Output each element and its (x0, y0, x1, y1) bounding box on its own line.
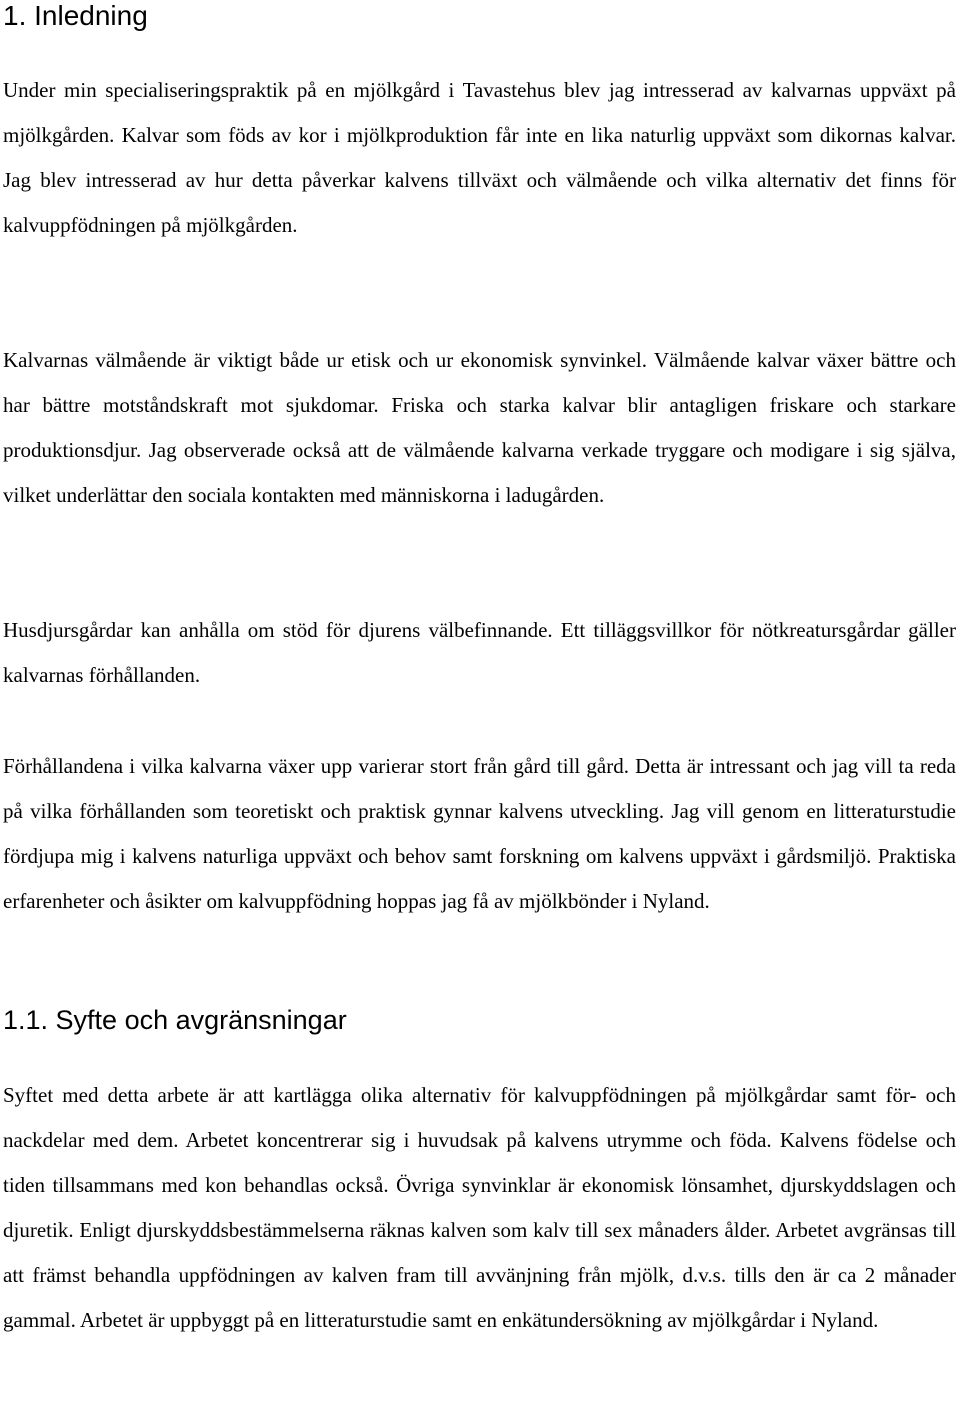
section-heading-syfte: 1.1. Syfte och avgränsningar (3, 1005, 347, 1035)
section-heading-inledning: 1. Inledning (3, 0, 148, 31)
paragraph-syfte: Syftet med detta arbete är att kartlägga olika alternativ för kalvuppfödningen på mjölkgårdar samt för- och nackdelar med dem. Arbetet koncentrerar sig i huvudsak på kalvens utrymme och föda. Kalvens födelse och tiden tillsammans med kon behandlas också. Övriga synvinklar är ekonomisk lönsamhet, djurskyddslagen och djuretik. Enligt djurskyddsbestämmelserna räknas kalven som kalv till sex månaders ålder. Arbetet avgränsas till att främst behandla uppfödningen av kalven fram till avvänjning från mjölk, d.v.s. tills den är ca 2 månader gammal. Arbetet är uppbyggt på en litteraturstudie samt en enkätundersökning av mjölkgårdar i Nyland. (3, 1083, 956, 1332)
paragraph-valmaende: Kalvarnas välmående är viktigt både ur etisk och ur ekonomisk synvinkel. Välmående kalvar växer bättre och har bättre motståndskraft mot sjukdomar. Friska och starka kalvar blir antagligen friskare och starkare produktionsdjur. Jag observerade också att de välmående kalvarna verkade tryggare och modigare i sig själva, vilket underlättar den sociala kontakten med människorna i ladugården. (3, 348, 956, 507)
paragraph-forhallanden: Förhållandena i vilka kalvarna växer upp varierar stort från gård till gård. Detta är intressant och jag vill ta reda på vilka förhållanden som teoretiskt och praktisk gynnar kalvens utveckling. Jag vill genom en litteraturstudie fördjupa mig i kalvens naturliga uppväxt och behov samt forskning om kalvens uppväxt i gårdsmiljö. Praktiska erfarenheter och åsikter om kalvuppfödning hoppas jag få av mjölkbönder i Nyland. (3, 754, 956, 913)
paragraph-intro: Under min specialiseringspraktik på en mjölkgård i Tavastehus blev jag intresserad av kalvarnas uppväxt på mjölkgården. Kalvar som föds av kor i mjölkproduktion får inte en lika naturlig uppväxt som dikornas kalvar. Jag blev intresserad av hur detta påverkar kalvens tillväxt och välmående och vilka alternativ det finns för kalvuppfödningen på mjölkgården. (3, 78, 956, 237)
paragraph-stod: Husdjursgårdar kan anhålla om stöd för djurens välbefinnande. Ett tilläggsvillkor för nötkreatursgårdar gäller kalvarnas förhållanden. (3, 618, 956, 687)
